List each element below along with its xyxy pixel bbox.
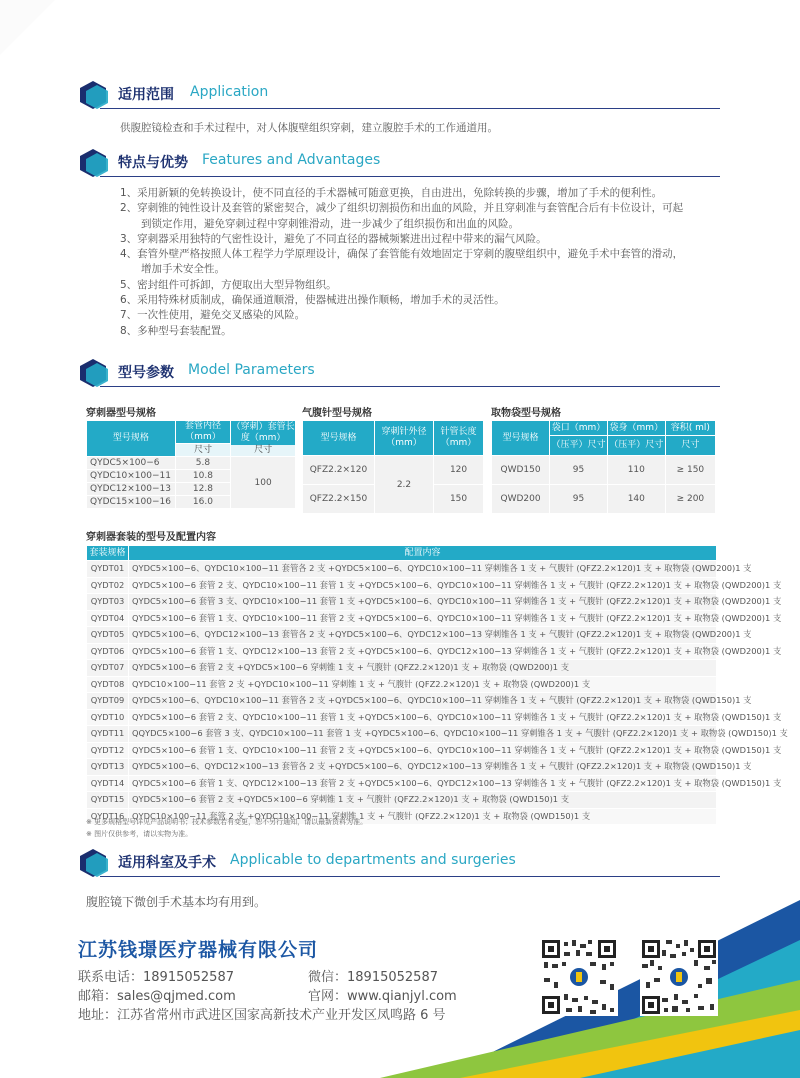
col-pack-spec: 套装规格 [87,546,129,561]
trocar-diameter: 10.8 [175,470,231,483]
col-needle-length: 针管长度（mm） [434,421,484,456]
pack-content: QYDC10×100−11 套管 2 支 +QYDC10×100−11 穿刺锥 1 支 + 气腹针 (QFZ2.2×120)1 支 + 取物袋 (QWD150)1 支 [129,808,717,825]
pack-id: QYDT06 [87,643,129,660]
bag-table-caption: 取物袋型号规格 [491,408,561,419]
feature-line: 增加手术安全性。 [120,263,225,276]
feature-line: 到锁定作用，避免穿刺过程中穿刺锥滑动，进一步减少了组织损伤和出血的风险。 [120,217,519,230]
col-volume: 容积( ml) [665,421,715,436]
col-model: 型号规格 [87,421,176,457]
col-body-size: （压平）尺寸 [607,436,665,456]
feature-line: 3、穿刺器采用独特的气密性设计，避免了不同直径的器械频繁进出过程中带来的漏气风险。 [120,232,547,245]
col-model: 型号规格 [303,421,375,456]
bag-body: 140 [607,485,665,514]
contact-phone: 联系电话：18915052587 [78,970,234,985]
pack-id: QYDT11 [87,726,129,743]
section-title-cn: 型号参数 [118,365,174,381]
pack-content: QQYDC5×100−6 套管 3 支、QYDC10×100−11 套管 1 支 +QYDC5×100−6、QYDC10×100−11 穿刺锥各 1 支 + 气腹针 (QFZ2.2×120)1 支 + 取物袋 (QWD150)1 支 [129,726,717,743]
bag-volume: ≥ 150 [665,456,715,485]
bag-spec-table [491,420,716,514]
trocar-model: QYDC12×100−13 [87,483,176,496]
col-pack-content: 配置内容 [129,546,717,561]
section-title-en: Features and Advantages [202,152,381,168]
needle-outer: 2.2 [374,456,433,514]
trocar-spec-table [86,420,296,509]
feature-line: 8、多种型号套装配置。 [120,324,232,337]
application-text: 供腹腔镜检查和手术过程中，对人体腹壁组织穿刺，建立腹腔手术的工作通道用。 [120,122,498,134]
section-title-en: Model Parameters [188,362,315,378]
col-sleeve: 套管内径（mm） [175,421,231,444]
feature-line: 5、密封组件可拆卸，方便取出大型异物组织。 [120,278,337,291]
pack-id: QYDT07 [87,660,129,677]
trocar-diameter: 16.0 [175,496,231,509]
trocar-diameter: 12.8 [175,483,231,496]
col-length-label: （穿刺）套管长度（mm） [231,421,295,443]
needle-length: 120 [434,456,484,485]
section-divider [100,108,720,109]
hexagon-icon [78,358,108,388]
pack-content: QYDC5×100−6 套管 1 支、QYDC12×100−13 套管 2 支 +QYDC5×100−6、QYDC12×100−13 穿刺锥各 1 支 + 气腹针 (QFZ2.2×120)1 支 + 取物袋 (QWD150)1 支 [129,775,717,792]
feature-line: 7、一次性使用，避免交叉感染的风险。 [120,309,306,322]
feature-line: 2、穿刺锥的钝性设计及套管的紧密契合，减少了组织切割损伤和出血的风险，并且穿刺准与套管配合后有卡位设计，可起 [120,202,684,215]
section-header-application [78,80,720,110]
col-mouth: 袋口（mm） [550,421,608,436]
hexagon-icon [78,848,108,878]
pack-content: QYDC5×100−6、QYDC10×100−11 套管各 2 支 +QYDC5×100−6、QYDC10×100−11 穿刺锥各 1 支 + 气腹针 (QFZ2.2×120)1 支 + 取物袋 (QWD150)1 支 [129,693,717,710]
section-header-model [78,358,720,388]
section-header-features [78,148,720,178]
pack-id: QYDT16 [87,808,129,825]
hexagon-icon [78,148,108,178]
features-list [120,186,683,339]
bag-body: 110 [607,456,665,485]
pack-content: QYDC5×100−6 套管 2 支 +QYDC5×100−6 穿刺锥 1 支 + 气腹针 (QFZ2.2×120)1 支 + 取物袋 (QWD200)1 支 [129,660,717,677]
trocar-model: QYDC15×100−16 [87,496,176,509]
section-title-cn: 适用科室及手术 [118,855,216,871]
needle-table-caption: 气腹针型号规格 [302,408,372,419]
trocar-diameter: 5.8 [175,457,231,470]
pack-content: QYDC5×100−6、QYDC12×100−13 套管各 2 支 +QYDC5×100−6、QYDC12×100−13 穿刺锥各 1 支 + 气腹针 (QFZ2.2×120)1 支 + 取物袋 (QWD150)1 支 [129,759,717,776]
needle-spec-table [302,420,484,514]
bag-mouth: 95 [550,456,608,485]
pack-id: QYDT10 [87,709,129,726]
contact-address: 地址：江苏省常州市武进区国家高新技术产业开发区凤鸣路 6 号 [78,1008,446,1023]
trocar-length: 100 [231,457,296,509]
bag-mouth: 95 [550,485,608,514]
col-outer: 穿刺针外径（mm） [374,421,433,456]
section-title-cn: 特点与优势 [118,155,188,171]
pack-content: QYDC5×100−6 套管 2 支 +QYDC5×100−6 穿刺锥 1 支 + 气腹针 (QFZ2.2×120)1 支 + 取物袋 (QWD150)1 支 [129,792,717,809]
trocar-model: QYDC5×100−6 [87,457,176,470]
pack-content: QYDC5×100−6 套管 1 支、QYDC10×100−11 套管 2 支 +QYDC5×100−6、QYDC10×100−11 穿刺锥各 1 支 + 气腹针 (QFZ2.2×120)1 支 + 取物袋 (QWD150)1 支 [129,742,717,759]
pack-config-table [86,545,788,825]
pack-id: QYDT08 [87,676,129,693]
feature-line: 4、套管外壁严格按照人体工程学力学原理设计，确保了套管能有效地固定于穿刺的腹壁组织中，避免手术中套管的滑动， [120,248,684,261]
section-title-cn: 适用范围 [118,87,174,103]
bag-model: QWD150 [492,456,550,485]
bag-volume: ≥ 200 [665,485,715,514]
pack-id: QYDT03 [87,594,129,611]
pack-id: QYDT12 [87,742,129,759]
col-length [231,421,296,457]
section-title-en: Application [190,84,269,100]
col-mouth-size: （压平）尺寸 [550,436,608,456]
pack-id: QYDT02 [87,577,129,594]
bag-model: QWD200 [492,485,550,514]
footnote: ※ 图片仅供参考，请以实物为准。 [86,830,193,838]
pack-content: QYDC10×100−11 套管 2 支 +QYDC10×100−11 穿刺锥 1 支 + 气腹针 (QFZ2.2×120)1 支 + 取物袋 (QWD200)1 支 [129,676,717,693]
pack-content: QYDC5×100−6 套管 1 支、QYDC12×100−13 套管 2 支 +QYDC5×100−6、QYDC12×100−13 穿刺锥各 1 支 + 气腹针 (QFZ2.2×120)1 支 + 取物袋 (QWD200)1 支 [129,643,717,660]
section-divider [100,386,720,387]
hexagon-icon [78,80,108,110]
col-length-size: 尺寸 [231,445,295,456]
col-model: 型号规格 [492,421,550,456]
pack-table-caption: 穿刺器套装的型号及配置内容 [86,532,216,543]
pack-content: QYDC5×100−6、QYDC10×100−11 套管各 2 支 +QYDC5×100−6、QYDC10×100−11 穿刺锥各 1 支 + 气腹针 (QFZ2.2×120)1 支 + 取物袋 (QWD200)1 支 [129,561,717,578]
needle-model: QFZ2.2×150 [303,485,375,514]
needle-model: QFZ2.2×120 [303,456,375,485]
pack-content: QYDC5×100−6 套管 3 支、QYDC10×100−11 套管 1 支 +QYDC5×100−6、QYDC10×100−11 穿刺锥各 1 支 + 气腹针 (QFZ2.2×120)1 支 + 取物袋 (QWD200)1 支 [129,594,717,611]
pack-id: QYDT04 [87,610,129,627]
pack-id: QYDT01 [87,561,129,578]
section-title-en: Applicable to departments and surgeries [230,852,516,868]
needle-length: 150 [434,485,484,514]
qr-code-icon [640,938,718,1016]
trocar-table-caption: 穿刺器型号规格 [86,408,156,419]
contact-wechat: 微信：18915052587 [308,970,438,985]
contact-email[interactable]: 邮箱：sales@qjmed.com [78,989,236,1004]
col-sleeve-size: 尺寸 [175,444,231,457]
departments-text: 腹腔镜下微创手术基本均有用到。 [86,895,267,909]
qr-code-icon [540,938,618,1016]
pack-content: QYDC5×100−6 套管 2 支、QYDC10×100−11 套管 1 支 +QYDC5×100−6、QYDC10×100−11 穿刺锥各 1 支 + 气腹针 (QFZ2.2×120)1 支 + 取物袋 (QWD150)1 支 [129,709,717,726]
footnote: ※ 更多规格型号详见产品说明书；技术参数若有变更，恕不另行通知，请以最新资料为准。 [86,818,368,826]
feature-line: 6、采用特殊材质制成，确保通道顺滑，使器械进出操作顺畅，增加手术的灵活性。 [120,294,505,307]
pack-id: QYDT09 [87,693,129,710]
col-volume-size: 尺寸 [665,436,715,456]
pack-content: QYDC5×100−6 套管 1 支、QYDC10×100−11 套管 2 支 +QYDC5×100−6、QYDC10×100−11 穿刺锥各 1 支 + 气腹针 (QFZ2.2×120)1 支 + 取物袋 (QWD200)1 支 [129,610,717,627]
section-divider [100,176,720,177]
section-header-departments [78,848,720,878]
pack-id: QYDT15 [87,792,129,809]
section-divider [100,876,720,877]
pack-id: QYDT13 [87,759,129,776]
pack-id: QYDT05 [87,627,129,644]
company-name: 江苏钱璟医疗器械有限公司 [78,939,319,961]
pack-content: QYDC5×100−6、QYDC12×100−13 套管各 2 支 +QYDC5×100−6、QYDC12×100−13 穿刺锥各 1 支 + 气腹针 (QFZ2.2×120)1 支 + 取物袋 (QWD200)1 支 [129,627,717,644]
contact-website[interactable]: 官网：www.qianjyl.com [308,989,457,1004]
trocar-model: QYDC10×100−11 [87,470,176,483]
corner-decoration [0,0,60,60]
pack-content: QYDC5×100−6 套管 2 支、QYDC10×100−11 套管 1 支 +QYDC5×100−6、QYDC10×100−11 穿刺锥各 1 支 + 气腹针 (QFZ2.2×120)1 支 + 取物袋 (QWD200)1 支 [129,577,717,594]
feature-line: 1、采用新颖的免转换设计，使不同直径的手术器械可随意更换，自由进出，免除转换的步骤，增加了手术的便利性。 [120,187,663,199]
pack-id: QYDT14 [87,775,129,792]
col-body: 袋身（mm） [607,421,665,436]
